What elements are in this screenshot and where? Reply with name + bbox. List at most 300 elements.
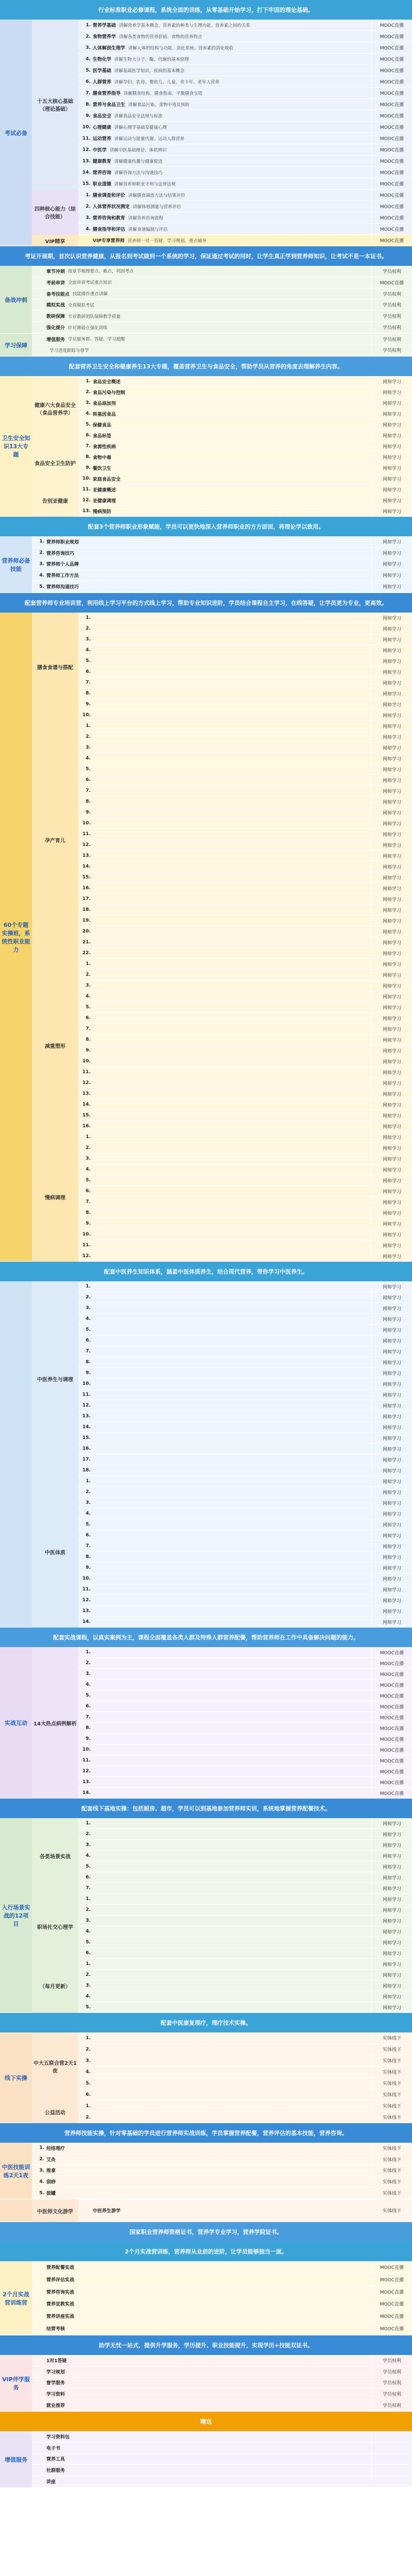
course-section xyxy=(0,536,412,593)
course-row[interactable] xyxy=(32,2465,412,2476)
course-row[interactable] xyxy=(78,398,412,409)
course-row[interactable] xyxy=(78,484,412,495)
course-row[interactable] xyxy=(78,452,412,463)
course-row[interactable] xyxy=(32,322,412,333)
course-row[interactable] xyxy=(78,1035,412,1045)
course-row[interactable] xyxy=(78,1208,412,1218)
course-row[interactable] xyxy=(78,1487,412,1498)
course-row[interactable] xyxy=(78,1926,412,1937)
course-row[interactable] xyxy=(78,1723,412,1734)
group-rows xyxy=(78,613,412,721)
course-row[interactable] xyxy=(78,1840,412,1851)
course-row[interactable] xyxy=(78,1883,412,1894)
row-number: 15. xyxy=(82,875,91,880)
course-row[interactable] xyxy=(78,133,412,144)
course-row[interactable] xyxy=(78,1281,412,1292)
row-number: 13. xyxy=(82,853,91,858)
course-row[interactable] xyxy=(32,2154,412,2165)
group-rows xyxy=(78,1647,412,1799)
course-row[interactable] xyxy=(78,376,412,387)
course-row[interactable] xyxy=(78,1067,412,1078)
course-row[interactable] xyxy=(78,980,412,991)
delivery-tag: 网师学习 xyxy=(371,1840,412,1850)
course-row[interactable] xyxy=(78,235,412,246)
course-row[interactable] xyxy=(78,1541,412,1552)
course-row[interactable] xyxy=(78,1669,412,1680)
row-number: 9. xyxy=(85,465,91,470)
row-number: 6. xyxy=(85,1951,91,1956)
course-row[interactable] xyxy=(32,581,412,592)
course-row[interactable] xyxy=(78,1519,412,1530)
course-row[interactable] xyxy=(78,1002,412,1013)
course-row[interactable] xyxy=(78,2100,412,2112)
course-row[interactable] xyxy=(78,1734,412,1744)
delivery-tag: 实体线下 xyxy=(371,2032,412,2043)
row-number: 8. xyxy=(85,1037,91,1042)
group-label: 健康六大食品安全（食品营养学） xyxy=(32,376,78,441)
course-row[interactable] xyxy=(78,710,412,721)
course-row[interactable] xyxy=(78,883,412,894)
row-number: 3. xyxy=(85,1156,91,1161)
course-row[interactable] xyxy=(78,1411,412,1422)
course-row[interactable] xyxy=(32,311,412,322)
course-row[interactable] xyxy=(78,1970,412,1980)
delivery-tag: MOOC直播 xyxy=(371,110,412,121)
delivery-tag: 学员权利 xyxy=(371,2388,412,2399)
course-row[interactable] xyxy=(32,2431,412,2443)
course-row[interactable] xyxy=(78,65,412,76)
course-row[interactable] xyxy=(78,110,412,122)
course-row[interactable] xyxy=(78,224,412,235)
course-row[interactable] xyxy=(78,144,412,156)
course-row[interactable] xyxy=(78,688,412,699)
course-row[interactable] xyxy=(78,441,412,452)
course-row[interactable] xyxy=(78,1680,412,1690)
course-row[interactable] xyxy=(78,699,412,710)
group-rows xyxy=(78,2199,412,2222)
delivery-tag: 网师学习 xyxy=(371,387,412,397)
course-row[interactable] xyxy=(32,289,412,300)
course-row[interactable] xyxy=(78,623,412,634)
course-row[interactable] xyxy=(78,1991,412,2002)
course-row[interactable] xyxy=(78,1314,412,1325)
course-row[interactable] xyxy=(78,937,412,948)
row-description: 按章节梳理重点、难点，巩固考点 xyxy=(68,269,134,275)
course-row[interactable] xyxy=(78,156,412,167)
course-row[interactable] xyxy=(78,2199,412,2222)
course-row[interactable] xyxy=(78,1132,412,1143)
course-row[interactable] xyxy=(78,54,412,65)
course-row[interactable] xyxy=(32,2366,412,2378)
course-row[interactable] xyxy=(78,1251,412,1262)
course-section xyxy=(0,1281,412,1628)
row-title: 营养咨询实战 xyxy=(46,2290,75,2295)
course-row[interactable] xyxy=(78,1476,412,1487)
delivery-tag: 网师学习 xyxy=(371,1563,412,1573)
course-row[interactable] xyxy=(78,1444,412,1454)
course-row[interactable] xyxy=(32,2310,412,2323)
course-row[interactable] xyxy=(78,926,412,937)
course-row[interactable] xyxy=(78,786,412,796)
course-row[interactable] xyxy=(78,1959,412,1970)
course-row[interactable] xyxy=(78,894,412,905)
delivery-tag: MOOC直播 xyxy=(371,54,412,64)
course-row[interactable] xyxy=(78,2089,412,2100)
course-row[interactable] xyxy=(78,1368,412,1379)
course-row[interactable] xyxy=(78,1454,412,1465)
course-row[interactable] xyxy=(32,2188,412,2199)
row-number: 14. xyxy=(82,1790,91,1795)
row-number: 14. xyxy=(82,864,91,869)
course-row[interactable] xyxy=(78,1292,412,1303)
course-row[interactable] xyxy=(78,1121,412,1132)
group-rows xyxy=(78,1818,412,1894)
delivery-tag: 网师学习 xyxy=(371,623,412,634)
course-row[interactable] xyxy=(32,299,412,311)
delivery-tag: 网师学习 xyxy=(371,1584,412,1595)
course-row[interactable] xyxy=(78,1303,412,1314)
course-row[interactable] xyxy=(78,178,412,190)
row-number: 2. xyxy=(85,734,91,739)
delivery-tag: 网师学习 xyxy=(371,1281,412,1292)
row-title: 拔罐 xyxy=(46,2191,56,2197)
delivery-tag: MOOC直播 xyxy=(371,20,412,30)
row-number: 13. xyxy=(82,509,91,514)
delivery-tag: MOOC直播 xyxy=(371,1658,412,1668)
delivery-tag: 学员权利 xyxy=(371,266,412,277)
group-rows xyxy=(78,20,412,190)
row-number: 19. xyxy=(82,918,91,923)
delivery-tag: 网师学习 xyxy=(371,1314,412,1324)
delivery-tag: 网师学习 xyxy=(371,398,412,408)
course-row[interactable] xyxy=(78,1829,412,1840)
course-row[interactable] xyxy=(32,334,412,345)
row-title: 食品添加剂 xyxy=(93,401,116,406)
row-title: 考前串讲 xyxy=(46,280,65,286)
row-number: 7. xyxy=(85,1349,91,1354)
row-number: 4. xyxy=(85,1511,91,1516)
course-row[interactable] xyxy=(78,1357,412,1368)
row-number: 8. xyxy=(85,1360,91,1365)
course-group xyxy=(32,20,412,190)
course-row[interactable] xyxy=(78,20,412,31)
course-row[interactable] xyxy=(78,1584,412,1595)
course-row[interactable] xyxy=(78,613,412,623)
course-row[interactable] xyxy=(78,1089,412,1099)
course-row[interactable] xyxy=(78,1164,412,1175)
course-row[interactable] xyxy=(78,807,412,818)
course-row[interactable] xyxy=(78,1498,412,1509)
course-row[interactable] xyxy=(78,1712,412,1723)
row-title: 推拿 xyxy=(46,2168,56,2174)
course-row[interactable] xyxy=(78,1937,412,1948)
course-row[interactable] xyxy=(78,1110,412,1121)
course-row[interactable] xyxy=(78,677,412,688)
section-label: VIP伴学服务 xyxy=(0,2355,32,2411)
course-row[interactable] xyxy=(78,1175,412,1186)
course-row[interactable] xyxy=(78,1154,412,1164)
course-row[interactable] xyxy=(78,1024,412,1035)
row-number: 10. xyxy=(82,1381,91,1386)
delivery-tag: 网师学习 xyxy=(371,1595,412,1605)
row-number: 3. xyxy=(85,983,91,988)
course-row[interactable] xyxy=(78,1530,412,1541)
course-row[interactable] xyxy=(78,495,412,506)
delivery-tag: 实体线下 xyxy=(371,2112,412,2123)
course-row[interactable] xyxy=(32,2176,412,2188)
course-row[interactable] xyxy=(78,905,412,916)
delivery-tag: 实体线下 xyxy=(371,2066,412,2077)
row-number: 2. xyxy=(85,1907,91,1912)
delivery-tag: 网师学习 xyxy=(371,559,412,570)
course-row[interactable] xyxy=(32,559,412,570)
course-row[interactable] xyxy=(78,1690,412,1701)
course-row[interactable] xyxy=(78,667,412,677)
course-row[interactable] xyxy=(78,1045,412,1056)
delivery-tag: MOOC直播 xyxy=(371,156,412,166)
course-row[interactable] xyxy=(32,2443,412,2454)
course-row[interactable] xyxy=(78,840,412,851)
course-row[interactable] xyxy=(78,861,412,872)
course-row[interactable] xyxy=(78,1197,412,1208)
course-row[interactable] xyxy=(78,764,412,775)
course-row[interactable] xyxy=(78,970,412,980)
course-row[interactable] xyxy=(78,818,412,829)
course-row[interactable] xyxy=(32,2274,412,2286)
row-title: 家庭食品安全 xyxy=(93,477,121,482)
row-title: 强化提分 xyxy=(46,326,65,331)
course-row[interactable] xyxy=(78,88,412,99)
group-rows xyxy=(78,721,412,959)
course-row[interactable] xyxy=(78,1218,412,1229)
section-banner: 助学无忧一站式，提供升学服务，学历提升、职业技能提升，实现学历+技能双证书。 xyxy=(0,2335,412,2355)
row-title: 人体营养状况测定 xyxy=(93,205,130,210)
row-title: 膳食指导和评估 xyxy=(93,227,126,232)
course-row[interactable] xyxy=(32,2165,412,2177)
course-row[interactable] xyxy=(78,1818,412,1829)
group-label: 中医师文化游学 xyxy=(32,2199,78,2222)
course-row[interactable] xyxy=(32,2476,412,2487)
delivery-tag: 网师学习 xyxy=(371,506,412,516)
delivery-tag: 学员权利 xyxy=(371,345,412,356)
course-row[interactable] xyxy=(78,2044,412,2055)
course-row[interactable] xyxy=(78,167,412,178)
course-row[interactable] xyxy=(78,1744,412,1755)
course-row[interactable] xyxy=(78,506,412,517)
course-row[interactable] xyxy=(78,991,412,1002)
row-title: 医学基础 xyxy=(93,69,112,74)
course-row[interactable] xyxy=(78,1788,412,1799)
course-row[interactable] xyxy=(78,721,412,732)
row-title: 生物化学 xyxy=(93,57,112,62)
course-row[interactable] xyxy=(78,1573,412,1584)
course-row[interactable] xyxy=(78,2055,412,2066)
course-row[interactable] xyxy=(78,1606,412,1617)
course-row[interactable] xyxy=(78,201,412,212)
delivery-tag: 网师学习 xyxy=(371,1099,412,1110)
course-row[interactable] xyxy=(78,2078,412,2089)
course-row[interactable] xyxy=(32,266,412,277)
course-row[interactable] xyxy=(78,1186,412,1197)
row-number: 7. xyxy=(85,1886,91,1891)
course-row[interactable] xyxy=(78,419,412,430)
course-row[interactable] xyxy=(78,1056,412,1067)
course-row[interactable] xyxy=(78,1509,412,1519)
section-banner: 配套营养师专业培训营，利用线上学习平台的方式线上学习，帮助专业知识进阶，学员结合课程自主学习，在线答疑，让学员更为专业，更高效。 xyxy=(0,593,412,613)
course-row[interactable] xyxy=(78,1433,412,1444)
course-row[interactable] xyxy=(78,1143,412,1154)
course-row[interactable] xyxy=(78,1346,412,1357)
delivery-tag xyxy=(371,2465,412,2476)
row-number: 14. xyxy=(82,1102,91,1107)
course-row[interactable] xyxy=(78,1379,412,1389)
section-label: 营养师必备技能 xyxy=(0,536,32,592)
course-row[interactable] xyxy=(78,753,412,764)
course-row[interactable] xyxy=(78,1701,412,1712)
course-row[interactable] xyxy=(78,99,412,110)
row-number: 20. xyxy=(82,929,91,934)
course-row[interactable] xyxy=(78,1766,412,1777)
course-row[interactable] xyxy=(78,796,412,807)
course-row[interactable] xyxy=(78,1948,412,1959)
course-row[interactable] xyxy=(32,2400,412,2411)
course-row[interactable] xyxy=(78,1755,412,1766)
course-row[interactable] xyxy=(78,2112,412,2123)
course-row[interactable] xyxy=(78,2066,412,2078)
course-row[interactable] xyxy=(32,2298,412,2310)
course-row[interactable] xyxy=(78,1078,412,1089)
section-label: 学习保障 xyxy=(0,334,32,356)
row-description: 全面串讲考试重点知识 xyxy=(68,280,112,286)
row-number: 5. xyxy=(85,1522,91,1527)
course-row[interactable] xyxy=(78,645,412,656)
course-row[interactable] xyxy=(78,829,412,840)
row-description: 讲解各类食物的营养价值、食物的营养特点 xyxy=(119,34,202,40)
section-banner: 配套中医养生知识体系，涵盖中医体质养生，结合现代营养，带你学习中医养生。 xyxy=(0,1262,412,1281)
course-row[interactable] xyxy=(32,2355,412,2366)
group-rows xyxy=(78,1476,412,1628)
course-row[interactable] xyxy=(78,31,412,42)
row-number: 11. xyxy=(82,1070,91,1075)
course-row[interactable] xyxy=(78,634,412,645)
course-row[interactable] xyxy=(32,2286,412,2298)
row-number: 9. xyxy=(85,810,91,815)
course-row[interactable] xyxy=(78,732,412,742)
course-row[interactable] xyxy=(78,656,412,667)
course-row[interactable] xyxy=(78,1777,412,1788)
course-row[interactable] xyxy=(78,122,412,133)
course-row[interactable] xyxy=(78,1916,412,1926)
course-row[interactable] xyxy=(78,190,412,201)
course-row[interactable] xyxy=(78,2002,412,2013)
course-group xyxy=(32,2199,412,2222)
course-row[interactable] xyxy=(78,948,412,959)
course-row[interactable] xyxy=(32,536,412,548)
course-row[interactable] xyxy=(78,1595,412,1606)
course-row[interactable] xyxy=(78,1325,412,1335)
course-row[interactable] xyxy=(78,1400,412,1411)
row-title: 营养配餐实战 xyxy=(46,2265,75,2270)
course-row[interactable] xyxy=(78,1617,412,1628)
course-row[interactable] xyxy=(32,2388,412,2400)
course-row[interactable] xyxy=(78,1422,412,1433)
course-row[interactable] xyxy=(78,212,412,224)
course-row[interactable] xyxy=(78,959,412,970)
course-row[interactable] xyxy=(78,1099,412,1110)
course-row[interactable] xyxy=(78,1647,412,1658)
delivery-tag: 实体线下 xyxy=(371,2165,412,2176)
course-row[interactable] xyxy=(32,2454,412,2465)
course-row[interactable] xyxy=(78,387,412,398)
delivery-tag: 网师学习 xyxy=(371,1335,412,1346)
delivery-tag: 网师学习 xyxy=(371,2002,412,2012)
delivery-tag: 网师学习 xyxy=(371,775,412,785)
course-row[interactable] xyxy=(78,42,412,54)
row-number: 3. xyxy=(85,1671,91,1676)
course-row[interactable] xyxy=(78,916,412,926)
course-row[interactable] xyxy=(32,2323,412,2335)
delivery-tag: 网师学习 xyxy=(371,840,412,850)
row-title: 电子书 xyxy=(46,2446,61,2451)
course-row[interactable] xyxy=(78,1980,412,1991)
course-row[interactable] xyxy=(78,1013,412,1024)
course-row[interactable] xyxy=(78,1851,412,1861)
section-body xyxy=(32,334,412,356)
row-title: 营养咨询 xyxy=(93,171,112,176)
course-row[interactable] xyxy=(78,851,412,861)
course-row[interactable] xyxy=(78,2032,412,2044)
row-number: 4. xyxy=(85,411,91,416)
course-row[interactable] xyxy=(78,872,412,883)
course-row[interactable] xyxy=(78,1465,412,1476)
delivery-tag: 网师学习 xyxy=(371,753,412,764)
course-row[interactable] xyxy=(32,345,412,357)
course-row[interactable] xyxy=(32,277,412,289)
course-row[interactable] xyxy=(78,1658,412,1669)
course-row[interactable] xyxy=(78,430,412,441)
course-row[interactable] xyxy=(32,2261,412,2274)
course-row[interactable] xyxy=(78,1229,412,1240)
delivery-tag: 网师学习 xyxy=(371,1530,412,1540)
row-number: 13. xyxy=(82,1780,91,1785)
course-row[interactable] xyxy=(78,463,412,473)
delivery-tag: MOOC直播 xyxy=(371,212,412,223)
course-row[interactable] xyxy=(78,1905,412,1916)
row-number: 4. xyxy=(85,226,91,232)
course-row[interactable] xyxy=(32,2143,412,2154)
row-number: 2. xyxy=(85,1660,91,1666)
course-row[interactable] xyxy=(78,1552,412,1563)
course-row[interactable] xyxy=(78,1563,412,1573)
course-row[interactable] xyxy=(78,1389,412,1400)
delivery-tag: 网师学习 xyxy=(371,1926,412,1937)
course-row[interactable] xyxy=(78,1335,412,1346)
course-row[interactable] xyxy=(78,76,412,88)
course-row[interactable] xyxy=(78,775,412,786)
delivery-tag: MOOC直播 xyxy=(371,1734,412,1744)
course-row[interactable] xyxy=(78,1240,412,1251)
course-row[interactable] xyxy=(78,409,412,419)
course-row[interactable] xyxy=(78,742,412,753)
course-row[interactable] xyxy=(32,548,412,559)
course-row[interactable] xyxy=(78,1894,412,1905)
course-row[interactable] xyxy=(78,1861,412,1872)
course-row[interactable] xyxy=(32,570,412,581)
course-row[interactable] xyxy=(78,473,412,484)
row-number: 14. xyxy=(82,1619,91,1624)
course-row[interactable] xyxy=(78,1872,412,1883)
course-row[interactable] xyxy=(32,2378,412,2389)
